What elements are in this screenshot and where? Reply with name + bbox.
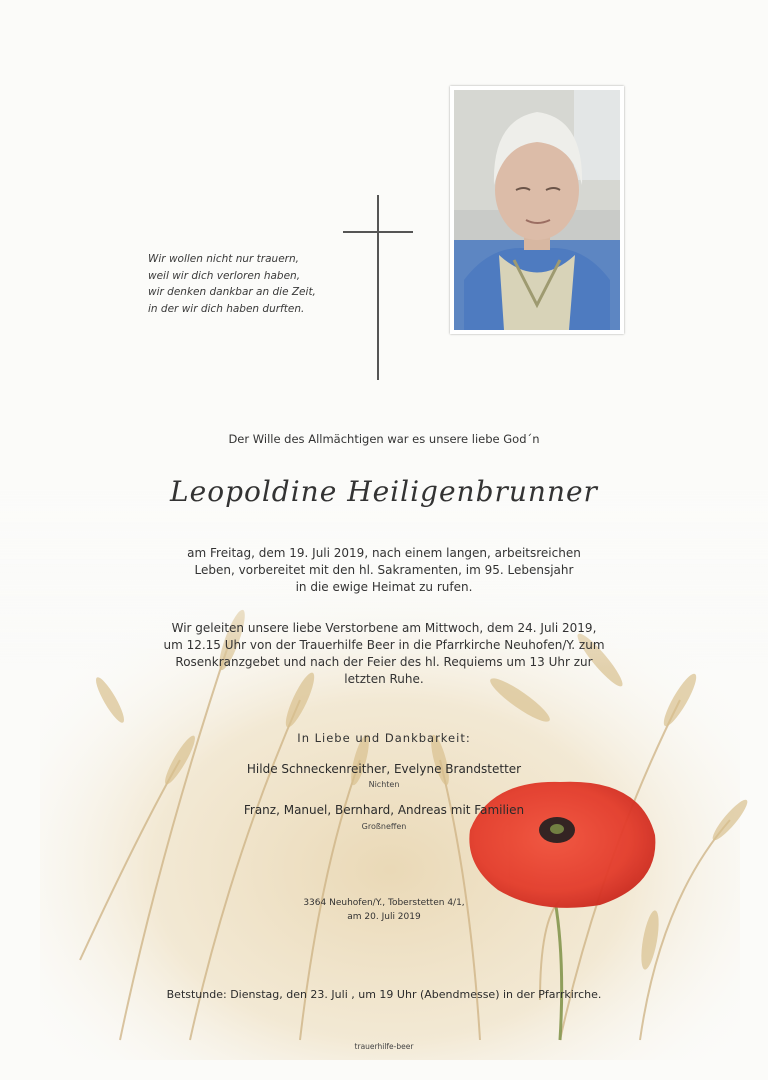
address-date: am 20. Juli 2019	[347, 912, 421, 922]
mourner-names: Franz, Manuel, Bernhard, Andreas mit Familien	[243, 803, 525, 817]
funeral-notice-line: um 12.15 Uhr von der Trauerhilfe Beer in die Pfarrkirche Neuhofen/Y. zum	[163, 638, 605, 652]
cross-icon	[377, 195, 379, 380]
deceased-name: Leopoldine Heiligenbrunner	[170, 475, 598, 508]
mourner-relation: Nichten	[368, 780, 400, 789]
intro-text: Der Wille des Allmächtigen war es unsere liebe God´n	[228, 432, 540, 446]
funeral-notice-line: Rosenkranzgebet und nach der Feier des hl. Requiems um 13 Uhr zur	[175, 655, 593, 669]
mourner-relation: Großneffen	[361, 822, 407, 831]
portrait-photo	[450, 86, 624, 334]
quote-line: Wir wollen nicht nur trauern,	[148, 253, 299, 265]
address-line: 3364 Neuhofen/Y., Toberstetten 4/1,	[303, 898, 465, 908]
footer-brand: trauerhilfe-beer	[354, 1042, 414, 1051]
quote-line: in der wir dich haben durften.	[148, 302, 305, 315]
funeral-notice-line: letzten Ruhe.	[344, 672, 424, 686]
funeral-notice-line: Wir geleiten unsere liebe Verstorbene am Mittwoch, dem 24. Juli 2019,	[171, 621, 597, 635]
death-notice-line: am Freitag, dem 19. Juli 2019, nach einem langen, arbeitsreichen	[187, 546, 581, 560]
memorial-quote	[148, 251, 368, 317]
mourner-names: Hilde Schneckenreither, Evelyne Brandstetter	[246, 762, 522, 776]
prayer-hour-notice: Betstunde: Dienstag, den 23. Juli , um 19 Uhr (Abendmesse) in der Pfarrkirche.	[166, 988, 602, 1001]
death-notice	[0, 545, 768, 596]
thanks-heading: In Liebe und Dankbarkeit:	[297, 731, 471, 745]
quote-line: weil wir dich verloren haben,	[148, 269, 301, 282]
death-notice-line: Leben, vorbereitet mit den hl. Sakramenten, im 95. Lebensjahr	[194, 563, 574, 577]
death-notice-line: in die ewige Heimat zu rufen.	[295, 580, 473, 594]
cross-icon-bar	[343, 231, 413, 233]
quote-line: wir denken dankbar an die Zeit,	[148, 286, 316, 298]
funeral-notice	[0, 620, 768, 688]
portrait-image	[454, 90, 620, 330]
